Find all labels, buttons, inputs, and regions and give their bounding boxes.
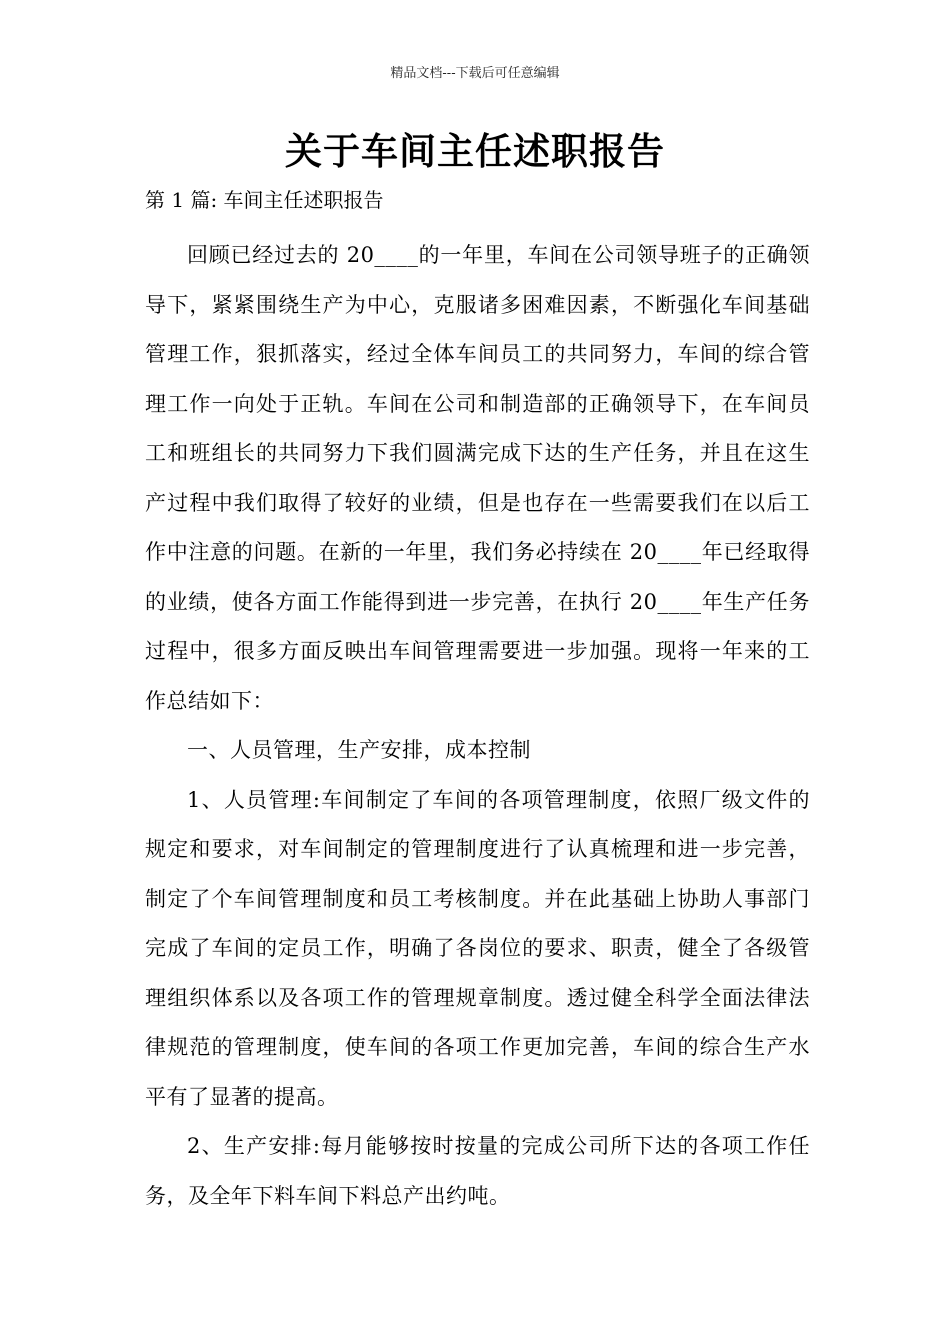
paragraph-intro: 回顾已经过去的 20____的一年里，车间在公司领导班子的正确领导下，紧紧围绕生产为中心，克服诸多困难因素，不断强化车间基础管理工作，狠抓落实，经过全体车间员工的共同努力，车间的综合管理工作一向处于正轨。车间在公司和制造部的正确领导下，在车间员工和班组长的共同努力下我们圆满完成下达的生产任务，并且在这生产过程中我们取得了较好的业绩，但是也存在一些需要我们在以后工作中注意的问题。在新的一年里，我们务必持续在 20____年已经取得的业绩，使各方面工作能得到进一步完善，在执行 20____年生产任务过程中，很多方面反映出车间管理需要进一步加强。现将一年来的工作总结如下： — [145, 243, 810, 713]
section-heading: 第 1 篇: 车间主任述职报告 — [145, 188, 384, 212]
paragraph-personnel: 1、人员管理:车间制定了车间的各项管理制度，依照厂级文件的规定和要求，对车间制定的管理制度进行了认真梳理和进一步完善，制定了个车间管理制度和员工考核制度。并在此基础上协助人事部门完成了车间的定员工作，明确了各岗位的要求、职责，健全了各级管理组织体系以及各项工作的管理规章制度。透过健全科学全面法律法律规范的管理制度，使车间的各项工作更加完善，车间的综合生产水平有了显著的提高。 — [145, 787, 810, 1109]
page-header-note: 精品文档---下载后可任意编辑 — [390, 66, 560, 81]
paragraph-production: 2、生产安排:每月能够按时按量的完成公司所下达的各项工作任务，及全年下料车间下料总产出约吨。 — [145, 1134, 810, 1208]
paragraph-subheading: 一、人员管理，生产安排，成本控制 — [187, 738, 531, 762]
document-body — [145, 231, 810, 1221]
document-title: 关于车间主任述职报告 — [285, 130, 665, 173]
